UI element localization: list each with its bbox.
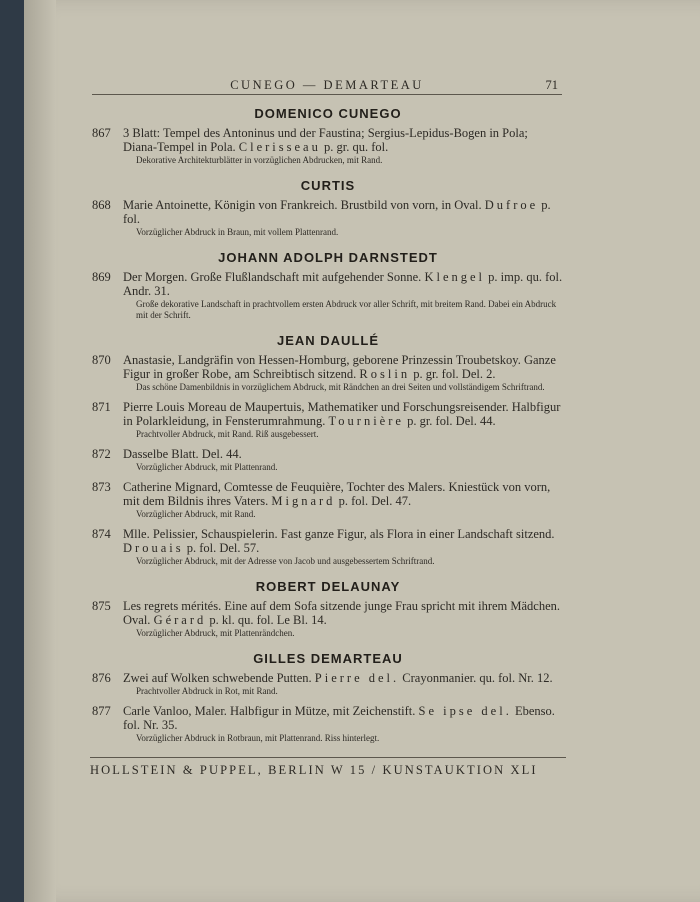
running-header (92, 78, 562, 95)
lot-number: 867 (92, 126, 111, 140)
lot-artist-credit: Tournière (328, 414, 404, 428)
lot-description (123, 353, 564, 381)
artist-heading: ROBERT DELAUNAY (255, 579, 401, 594)
lot-format: p. imp. qu. fol. Andr. 31. (123, 270, 563, 298)
lot-artist-credit: Drouais (123, 541, 184, 555)
lot-number: 876 (92, 671, 111, 685)
lot-description (123, 599, 564, 627)
lot-format: p. fol. Del. 57. (183, 541, 260, 555)
artist-heading: CURTIS (300, 178, 356, 193)
lot-entry (92, 671, 564, 697)
lot-note: Prachtvoller Abdruck in Rot, mit Rand. (136, 686, 278, 696)
lot-entry (92, 599, 564, 639)
lot-text: Anastasie, Landgräfin von Hessen-Homburg, geborene Prinzessin Troubetskoy. Ganze Figur in großer Robe, am Schreibtisch sitzend. (123, 353, 556, 381)
lot-text: Zwei auf Wolken schwebende Putten. (123, 671, 312, 685)
lot-entry (92, 126, 564, 166)
lot-text: Catherine Mignard, Comtesse de Feuquière, Tochter des Malers. Kniestück von vorn, mit dem Bildnis ihres Vaters. (123, 480, 551, 508)
lot-number: 868 (92, 198, 111, 212)
artist-heading: JEAN DAULLÉ (276, 333, 379, 348)
lot-note: Vorzüglicher Abdruck in Braun, mit vollem Plattenrand. (136, 227, 339, 237)
lot-entry (92, 447, 564, 473)
catalog-page (24, 0, 700, 902)
lot-note: Vorzüglicher Abdruck, mit Rand. (136, 509, 256, 519)
lot-entry (92, 270, 564, 321)
lot-format: p. fol. (123, 198, 551, 226)
lot-number: 874 (92, 527, 111, 541)
lot-description (123, 704, 564, 732)
lot-entry (92, 704, 564, 744)
lot-description (123, 198, 564, 226)
lot-number: 870 (92, 353, 111, 367)
lot-description (123, 480, 564, 508)
lot-format: p. gr. fol. Del. 2. (410, 367, 496, 381)
lot-note: Vorzüglicher Abdruck, mit der Adresse von Jacob und ausgebessertem Schriftrand. (136, 556, 435, 566)
lot-artist-credit: Klengel (424, 270, 486, 284)
lot-note: Dekorative Architekturblätter in vorzüglichen Abdrucken, mit Rand. (136, 155, 383, 165)
artist-heading: GILLES DEMARTEAU (253, 651, 403, 666)
lot-entry (92, 198, 564, 238)
lot-text: Dasselbe Blatt. Del. 44. (123, 447, 242, 461)
lot-format: p. fol. Del. 47. (335, 494, 412, 508)
page-gutter (24, 0, 56, 902)
lot-number: 869 (92, 270, 111, 284)
lot-format: p. gr. fol. Del. 44. (403, 414, 496, 428)
lot-description (123, 400, 564, 428)
lot-entry (92, 527, 564, 567)
artist-heading: DOMENICO CUNEGO (254, 106, 402, 121)
page-number: 71 (545, 78, 558, 92)
lot-number: 875 (92, 599, 111, 613)
lot-artist-credit: Pierre del. (314, 671, 400, 685)
lot-artist-credit: Clerisseau (238, 140, 321, 154)
lot-entry (92, 353, 564, 393)
lot-note: Prachtvoller Abdruck, mit Rand. Riß ausgebessert. (136, 429, 319, 439)
lot-number: 872 (92, 447, 111, 461)
lot-text: Les regrets mérités. Eine auf dem Sofa sitzende junge Frau spricht mit ihrem Mädchen. Oval. (123, 599, 561, 627)
lot-text: Pierre Louis Moreau de Maupertuis, Mathematiker und Forschungsreisender. Halbfigur in Polarkleidung, in Fensterumrahmung. (123, 400, 561, 428)
page-footer: HOLLSTEIN & PUPPEL, BERLIN W 15 / KUNSTAUKTION XLI (90, 757, 566, 778)
lot-text: 3 Blatt: Tempel des Antoninus und der Faustina; Sergius-Lepidus-Bogen in Pola; Diana-Tempel in Pola. (123, 126, 528, 154)
lot-format: Crayonmanier. qu. fol. Nr. 12. (399, 671, 553, 685)
lot-number: 877 (92, 704, 111, 718)
lot-artist-credit: Gérard (153, 613, 207, 627)
lot-artist-credit: Se ipse del. (418, 704, 512, 718)
lot-text: Marie Antoinette, Königin von Frankreich. Brustbild von vorn, in Oval. (123, 198, 482, 212)
lot-description (123, 270, 564, 298)
lot-entry (92, 480, 564, 520)
lot-description (123, 126, 564, 154)
lot-note: Vorzüglicher Abdruck, mit Plattenrand. (136, 462, 278, 472)
lot-format: p. gr. qu. fol. (320, 140, 389, 154)
lot-entry (92, 400, 564, 440)
lot-number: 873 (92, 480, 111, 494)
lot-format: Ebenso. fol. Nr. 35. (123, 704, 555, 732)
lot-description (123, 671, 564, 685)
lot-note: Vorzüglicher Abdruck, mit Plattenrändchen. (136, 628, 295, 638)
lot-artist-credit: Roslin (359, 367, 411, 381)
lot-note: Große dekorative Landschaft in prachtvollem ersten Abdruck vor aller Schrift, mit breitem Rand. Dabei ein Abdruck mit der Schrift. (136, 299, 557, 320)
lot-number: 871 (92, 400, 111, 414)
lot-artist-credit: Mignard (271, 494, 336, 508)
lot-description (123, 527, 564, 555)
lot-description (123, 447, 564, 461)
lot-text: Carle Vanloo, Maler. Halbfigur in Mütze, mit Zeichenstift. (123, 704, 416, 718)
artist-heading: JOHANN ADOLPH DARNSTEDT (218, 250, 438, 265)
running-title: CUNEGO — DEMARTEAU (230, 78, 424, 92)
lot-artist-credit: Dufroe (484, 198, 539, 212)
lot-format: p. kl. qu. fol. Le Bl. 14. (206, 613, 327, 627)
lot-note: Vorzüglicher Abdruck in Rotbraun, mit Plattenrand. Riss hinterlegt. (136, 733, 380, 743)
lot-note: Das schöne Damenbildnis in vorzüglichem Abdruck, mit Rändchen an drei Seiten und vollständigem Schriftrand. (136, 382, 545, 392)
catalog-content (92, 106, 564, 744)
lot-text: Der Morgen. Große Flußlandschaft mit aufgehender Sonne. (123, 270, 422, 284)
lot-text: Mlle. Pelissier, Schauspielerin. Fast ganze Figur, als Flora in einer Landschaft sitzend. (123, 527, 555, 541)
